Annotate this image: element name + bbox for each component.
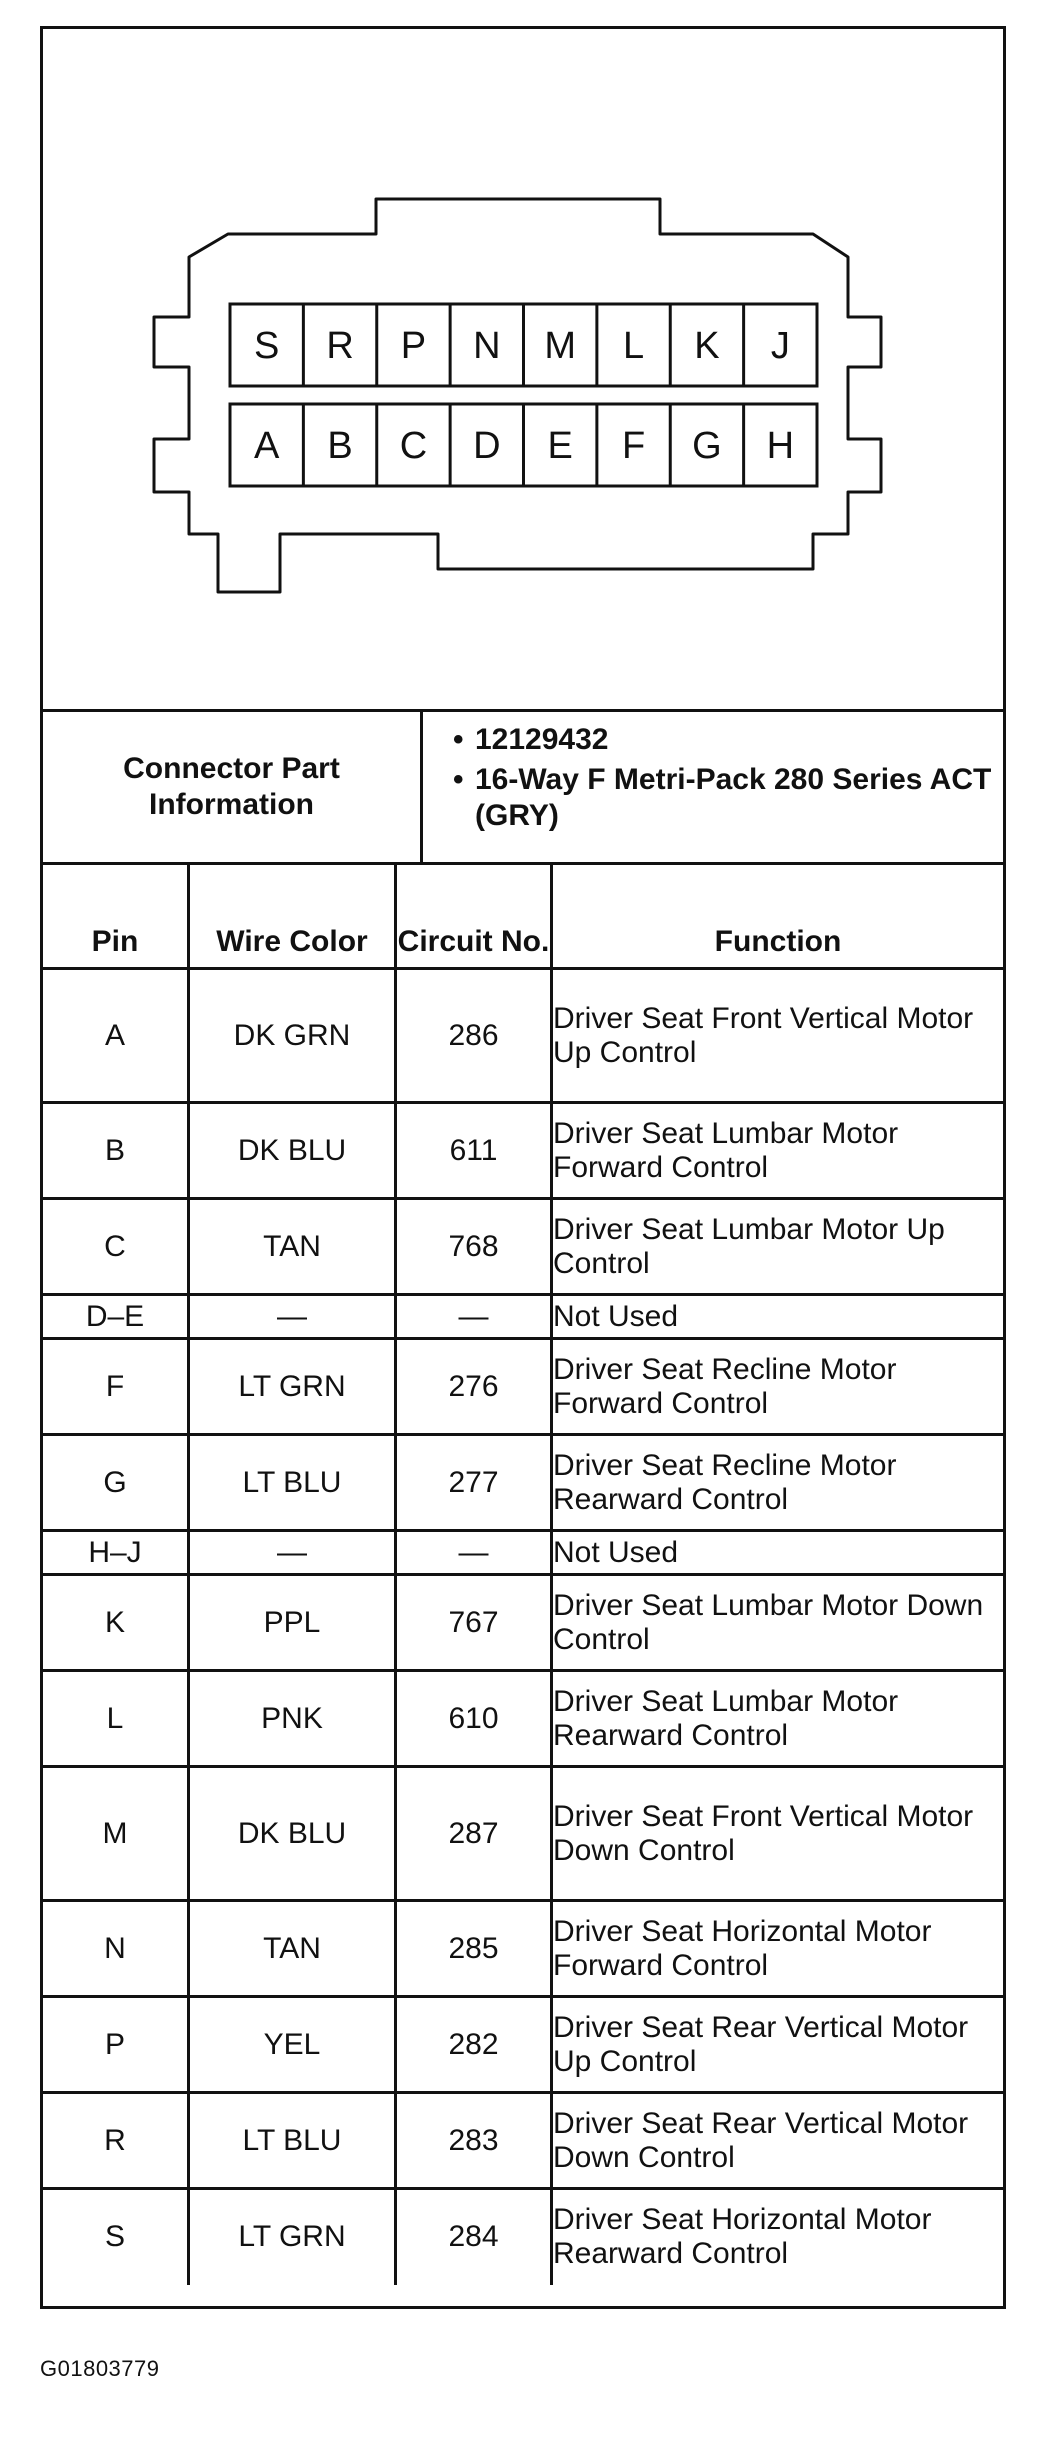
circuit-cell: 768 (396, 1199, 552, 1295)
table-row (43, 1997, 1003, 2093)
wire-color-cell: DK BLU (189, 1767, 396, 1901)
pin-cell-h: H (766, 425, 795, 467)
pin-cell: G (43, 1435, 189, 1531)
wire-color-cell: LT BLU (189, 1435, 396, 1531)
pin-cell: D–E (43, 1295, 189, 1339)
pin-cell-m: M (544, 325, 577, 367)
wire-color-cell: — (189, 1531, 396, 1575)
pin-cell: H–J (43, 1531, 189, 1575)
pin-cell-k: K (694, 325, 720, 367)
pin-cell: C (43, 1199, 189, 1295)
pin-cell: N (43, 1901, 189, 1997)
function-cell: Driver Seat Rear Vertical Motor Up Control (552, 1997, 1004, 2093)
header-wire-color: Wire Color (189, 865, 396, 969)
table-row (43, 1339, 1003, 1435)
connector-diagram (43, 29, 1003, 712)
pin-cell: M (43, 1767, 189, 1901)
header-function: Function (552, 865, 1004, 969)
table-row (43, 1901, 1003, 1997)
pin-cell-d: D (473, 425, 501, 467)
function-cell: Driver Seat Horizontal Motor Forward Control (552, 1901, 1004, 1997)
wire-color-cell: PNK (189, 1671, 396, 1767)
pin-cell-j: J (770, 325, 790, 367)
function-cell: Driver Seat Lumbar Motor Down Control (552, 1575, 1004, 1671)
wire-color-cell: LT GRN (189, 1339, 396, 1435)
connector-housing-outline (154, 199, 881, 592)
figure-id: G01803779 (40, 2356, 160, 2381)
table-row (43, 1767, 1003, 1901)
pin-cell-r: R (326, 325, 354, 367)
table-row (43, 1103, 1003, 1199)
circuit-cell: 286 (396, 969, 552, 1103)
pin-cell-n: N (473, 325, 501, 367)
function-cell: Driver Seat Lumbar Motor Rearward Control (552, 1671, 1004, 1767)
pin-cell: R (43, 2093, 189, 2189)
pin-cell: F (43, 1339, 189, 1435)
wire-color-cell: PPL (189, 1575, 396, 1671)
bottom-pin-row (254, 404, 794, 486)
connector-figure (40, 26, 1006, 2309)
wire-color-cell: YEL (189, 1997, 396, 2093)
circuit-cell: 282 (396, 1997, 552, 2093)
part-info-title: Connector Part Information (43, 712, 423, 862)
table-row (43, 1575, 1003, 1671)
function-cell: Driver Seat Lumbar Motor Up Control (552, 1199, 1004, 1295)
circuit-cell: 283 (396, 2093, 552, 2189)
table-row (43, 2189, 1003, 2285)
header-circuit-no: Circuit No. (396, 865, 552, 969)
circuit-cell: 287 (396, 1767, 552, 1901)
pin-cell: S (43, 2189, 189, 2285)
function-cell: Driver Seat Rear Vertical Motor Down Control (552, 2093, 1004, 2189)
function-cell: Not Used (552, 1531, 1004, 1575)
circuit-cell: 611 (396, 1103, 552, 1199)
table-row (43, 1295, 1003, 1339)
pin-cell-b: B (327, 425, 353, 467)
pin-cell-p: P (400, 325, 427, 367)
table-row (43, 1199, 1003, 1295)
pin-cell: A (43, 969, 189, 1103)
top-pin-row (254, 304, 790, 386)
circuit-cell: 277 (396, 1435, 552, 1531)
pin-cell-s: S (254, 325, 280, 367)
pin-cell: B (43, 1103, 189, 1199)
circuit-cell: 285 (396, 1901, 552, 1997)
pin-cell-f: F (621, 425, 646, 467)
connector-description: • 16-Way F Metri-Pack 280 Series ACT (GRY) (453, 762, 1003, 834)
circuit-cell: 284 (396, 2189, 552, 2285)
table-row (43, 2093, 1003, 2189)
function-cell: Driver Seat Recline Motor Forward Control (552, 1339, 1004, 1435)
pin-cell: P (43, 1997, 189, 2093)
circuit-cell: — (396, 1295, 552, 1339)
pin-cell-c: C (399, 425, 428, 467)
wire-color-cell: TAN (189, 1199, 396, 1295)
function-cell: Driver Seat Front Vertical Motor Down Control (552, 1767, 1004, 1901)
circuit-cell: — (396, 1531, 552, 1575)
function-cell: Driver Seat Front Vertical Motor Up Control (552, 969, 1004, 1103)
circuit-cell: 276 (396, 1339, 552, 1435)
function-cell: Driver Seat Recline Motor Rearward Control (552, 1435, 1004, 1531)
circuit-cell: 610 (396, 1671, 552, 1767)
wire-color-cell: LT GRN (189, 2189, 396, 2285)
circuit-cell: 767 (396, 1575, 552, 1671)
pin-cell-l: L (622, 325, 645, 367)
part-number: • 12129432 (453, 722, 1003, 758)
connector-face-svg (43, 29, 1003, 709)
function-cell: Driver Seat Horizontal Motor Rearward Control (552, 2189, 1004, 2285)
wire-color-cell: — (189, 1295, 396, 1339)
function-cell: Driver Seat Lumbar Motor Forward Control (552, 1103, 1004, 1199)
pinout-table (43, 865, 1003, 2285)
pin-cell: L (43, 1671, 189, 1767)
table-header-row (43, 865, 1003, 969)
wire-color-cell: LT BLU (189, 2093, 396, 2189)
part-info-row (43, 712, 1003, 865)
pin-cell-a: A (254, 425, 280, 467)
pinout-table-body (43, 969, 1003, 2285)
pin-cell: K (43, 1575, 189, 1671)
pin-cell-g: G (692, 425, 722, 467)
table-row (43, 1671, 1003, 1767)
wire-color-cell: DK BLU (189, 1103, 396, 1199)
part-info-list (423, 712, 1003, 862)
wire-color-cell: TAN (189, 1901, 396, 1997)
pin-cell-e: E (547, 425, 573, 467)
wire-color-cell: DK GRN (189, 969, 396, 1103)
table-row (43, 1531, 1003, 1575)
table-row (43, 1435, 1003, 1531)
table-row (43, 969, 1003, 1103)
function-cell: Not Used (552, 1295, 1004, 1339)
header-pin: Pin (43, 865, 189, 969)
